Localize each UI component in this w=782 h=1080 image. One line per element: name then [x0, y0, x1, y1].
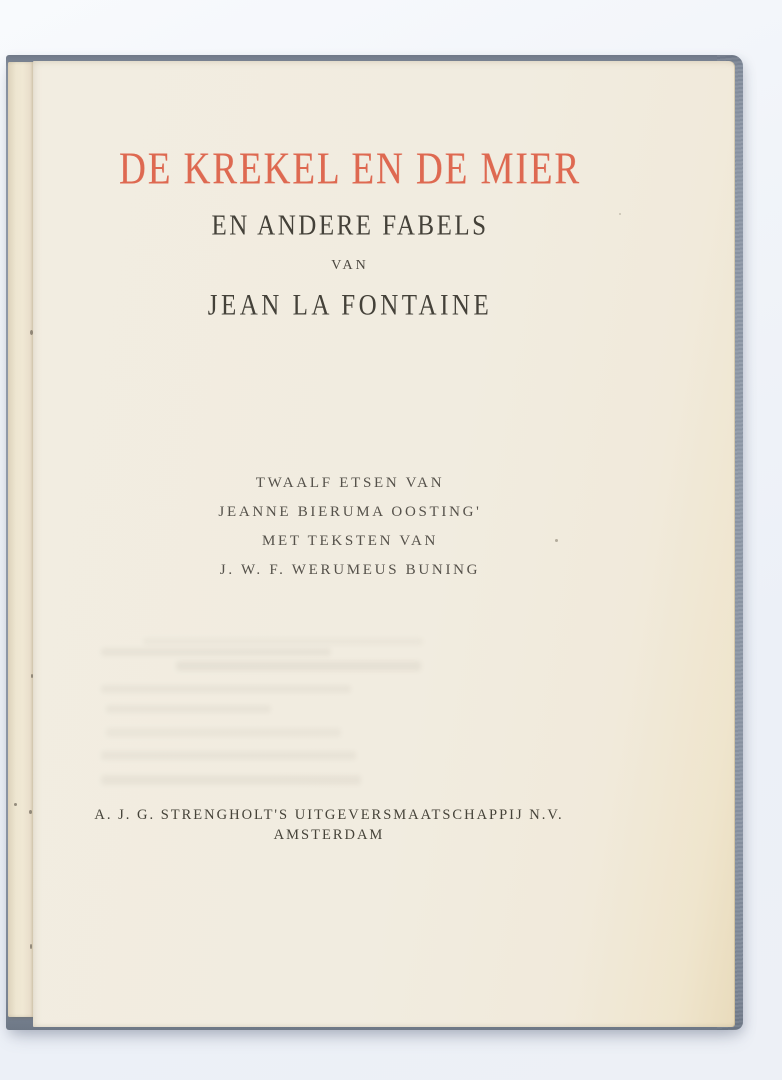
credit-line-writer-name: J. W. F. WERUMEUS BUNING	[219, 562, 481, 578]
showthrough-line	[143, 638, 423, 645]
publisher-block	[0, 805, 680, 845]
showthrough-line	[176, 661, 421, 671]
gutter-page-edges	[8, 62, 35, 1017]
gutter-speck	[30, 944, 32, 949]
byline-connector: VAN	[331, 258, 369, 273]
gutter-speck	[14, 803, 17, 806]
showthrough-line	[106, 728, 341, 737]
page-showthrough	[33, 61, 735, 1027]
credit-line-etchings-intro: TWAALF ETSEN VAN	[255, 475, 445, 491]
credit-line-etcher-name: JEANNE BIERUMA OOSTING'	[218, 504, 482, 520]
publisher-city: AMSTERDAM	[273, 827, 385, 843]
showthrough-line	[101, 648, 331, 656]
gutter-speck	[29, 810, 32, 814]
credit-line-texts-intro: MET TEKSTEN VAN	[261, 533, 439, 549]
ink-speck	[555, 539, 558, 542]
showthrough-line	[101, 751, 356, 760]
book-author: JEAN LA FONTAINE	[207, 289, 493, 322]
book-title: DE KREKEL EN DE MIER	[118, 144, 581, 195]
title-page-content	[0, 61, 701, 1027]
ink-speck	[619, 213, 621, 215]
showthrough-line	[106, 705, 271, 713]
book	[6, 55, 743, 1030]
credits-block	[0, 469, 701, 585]
book-subtitle: EN ANDERE FABELS	[211, 210, 489, 242]
showthrough-line	[101, 685, 351, 693]
title-page	[33, 61, 735, 1027]
publisher-name: A. J. G. STRENGHOLT'S UITGEVERSMAATSCHAPPIJ N.V.	[94, 807, 564, 823]
showthrough-line	[101, 775, 361, 785]
